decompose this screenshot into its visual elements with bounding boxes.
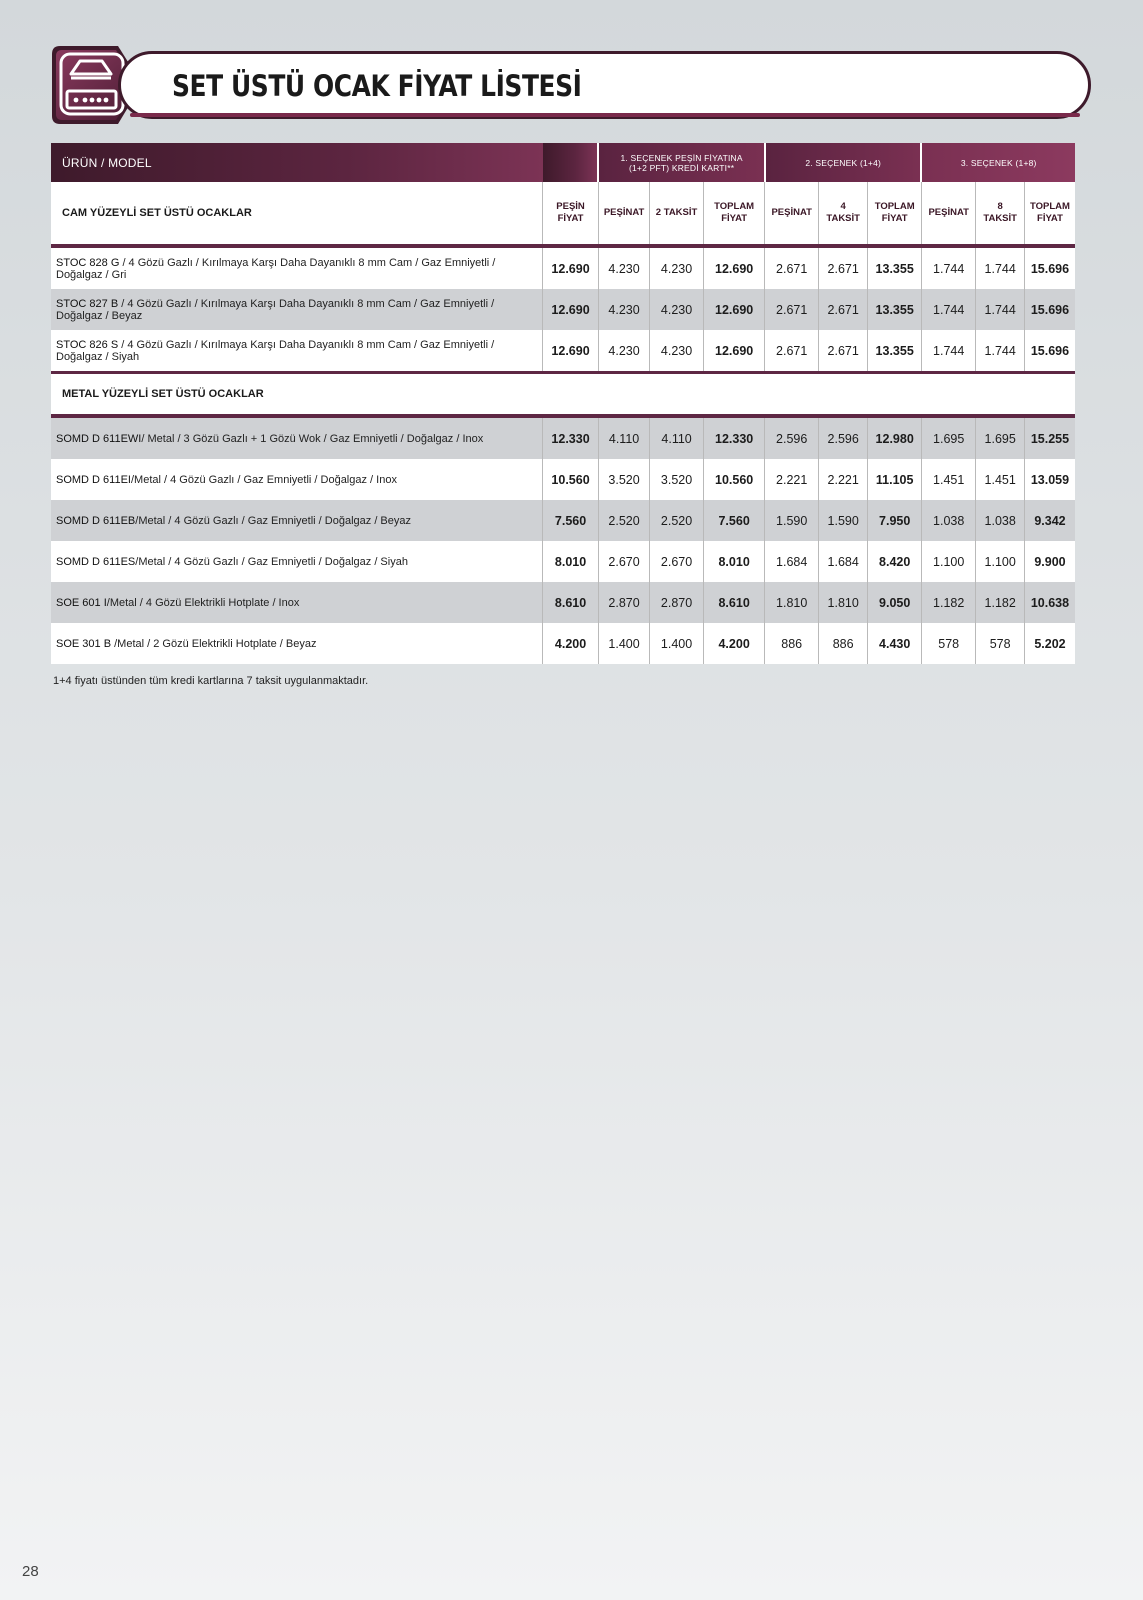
- section-title-row: [51, 373, 1075, 415]
- model-code: STOC 826 S: [56, 338, 119, 351]
- price-g3-pesinat: 1.695: [921, 418, 976, 459]
- price-g2-pesinat: 1.810: [765, 582, 819, 623]
- price-g1-taksit: 4.230: [650, 330, 704, 373]
- header-option-1-line-1: 1. SEÇENEK PEŞİN FİYATINA: [620, 152, 743, 163]
- model-cell: [51, 500, 543, 541]
- col-g3-toplam: [1024, 182, 1075, 244]
- price-g2-taksit: 1.810: [818, 582, 867, 623]
- col-g2-toplam-line-1: TOPLAM: [874, 201, 915, 212]
- table-row: [51, 248, 1075, 289]
- price-g1-taksit: 4.110: [650, 418, 704, 459]
- col-g3-taksit-line-2: TAKSİT: [983, 213, 1017, 224]
- price-g2-taksit: 886: [818, 623, 867, 664]
- price-g3-taksit: 1.100: [976, 541, 1024, 582]
- price-pesin: 12.690: [543, 289, 599, 330]
- model-code: SOE 601 I: [56, 596, 107, 609]
- header-option-1: [598, 143, 765, 182]
- table-row: [51, 623, 1075, 664]
- price-g1-pesinat: 4.230: [598, 248, 650, 289]
- price-g1-pesinat: 4.230: [598, 330, 650, 373]
- price-g2-pesinat: 1.590: [765, 500, 819, 541]
- price-g1-taksit: 2.520: [650, 500, 704, 541]
- price-pesin: 12.690: [543, 248, 599, 289]
- model-cell: [51, 289, 543, 330]
- price-g1-toplam: 12.330: [703, 418, 765, 459]
- price-g1-taksit: 1.400: [650, 623, 704, 664]
- price-g3-toplam: 5.202: [1024, 623, 1075, 664]
- footnote: 1+4 fiyatı üstünden tüm kredi kartlarına 7 taksit uygulanmaktadır.: [53, 675, 369, 687]
- model-cell: [51, 623, 543, 664]
- col-g2-toplam-line-2: FİYAT: [881, 213, 908, 224]
- price-g2-toplam: 11.105: [868, 459, 922, 500]
- price-g3-toplam: 10.638: [1024, 582, 1075, 623]
- model-code: SOMD D 611EB: [56, 514, 136, 527]
- model-desc: / 4 Gözü Gazlı / Kırılmaya Karşı Daha Dayanıklı 8 mm Cam / Gaz Emniyetli / Doğalgaz / Beyaz: [56, 297, 495, 322]
- price-g2-pesinat: 2.596: [765, 418, 819, 459]
- model-cell: [51, 418, 543, 459]
- price-g3-pesinat: 1.451: [921, 459, 976, 500]
- model-cell: [51, 459, 543, 500]
- price-g2-taksit: 1.590: [818, 500, 867, 541]
- col-g3-pesinat: PEŞİNAT: [921, 182, 976, 244]
- model-cell: [51, 541, 543, 582]
- price-g2-toplam: 13.355: [868, 248, 922, 289]
- col-g3-toplam-line-1: TOPLAM: [1029, 201, 1070, 212]
- col-pesin-fiyat: PEŞİN FİYAT: [543, 182, 599, 244]
- price-g2-taksit: 2.671: [818, 330, 867, 373]
- price-g2-pesinat: 886: [765, 623, 819, 664]
- price-g3-pesinat: 1.744: [921, 248, 976, 289]
- col-g1-pesinat: PEŞİNAT: [598, 182, 650, 244]
- table-header-row: [51, 143, 1075, 182]
- price-g1-toplam: 12.690: [703, 248, 765, 289]
- price-g1-toplam: 4.200: [703, 623, 765, 664]
- table-row: [51, 330, 1075, 373]
- model-code: SOMD D 611ES: [56, 555, 136, 568]
- price-g1-pesinat: 3.520: [598, 459, 650, 500]
- price-g3-toplam: 15.696: [1024, 248, 1075, 289]
- model-cell: [51, 582, 543, 623]
- price-g3-taksit: 1.744: [976, 330, 1024, 373]
- model-desc: / 4 Gözü Gazlı / Kırılmaya Karşı Daha Dayanıklı 8 mm Cam / Gaz Emniyetli / Doğalgaz / Siyah: [56, 338, 495, 363]
- price-pesin: 7.560: [543, 500, 599, 541]
- price-g3-taksit: 1.744: [976, 289, 1024, 330]
- col-g3-toplam-line-2: FİYAT: [1037, 213, 1063, 224]
- model-code: SOMD D 611EWI: [56, 432, 142, 445]
- price-g2-toplam: 13.355: [868, 330, 922, 373]
- price-g1-toplam: 8.010: [703, 541, 765, 582]
- price-g3-taksit: 578: [976, 623, 1024, 664]
- col-g1-toplam-line-1: TOPLAM: [714, 201, 755, 212]
- model-desc: / 4 Gözü Gazlı / Kırılmaya Karşı Daha Dayanıklı 8 mm Cam / Gaz Emniyetli / Doğalgaz / Gri: [56, 256, 496, 281]
- col-g2-taksit-line-1: 4: [840, 201, 846, 212]
- price-g1-taksit: 4.230: [650, 248, 704, 289]
- model-code: SOMD D 611EI: [56, 473, 131, 486]
- header-model: ÜRÜN / MODEL: [51, 143, 543, 182]
- section-title-glass: CAM YÜZEYLİ SET ÜSTÜ OCAKLAR: [51, 182, 543, 244]
- section-title-metal: METAL YÜZEYLİ SET ÜSTÜ OCAKLAR: [51, 373, 1075, 415]
- price-g3-toplam: 15.696: [1024, 330, 1075, 373]
- col-g2-toplam: [868, 182, 922, 244]
- price-g3-pesinat: 1.744: [921, 289, 976, 330]
- col-g1-toplam-line-2: FİYAT: [721, 213, 748, 224]
- header-option-3: 3. SEÇENEK (1+8): [921, 143, 1075, 182]
- col-g2-taksit: [818, 182, 867, 244]
- model-desc: /Metal / 4 Gözü Gazlı / Gaz Emniyetli / Doğalgaz / Inox: [131, 473, 397, 486]
- price-g2-pesinat: 2.671: [765, 248, 819, 289]
- price-pesin: 4.200: [543, 623, 599, 664]
- price-g1-pesinat: 1.400: [598, 623, 650, 664]
- col-g1-taksit: 2 TAKSİT: [650, 182, 704, 244]
- header-option-1-line-2: (1+2 PFT) KREDİ KARTI**: [628, 162, 735, 173]
- price-g1-taksit: 4.230: [650, 289, 704, 330]
- price-g2-toplam: 4.430: [868, 623, 922, 664]
- price-g2-pesinat: 1.684: [765, 541, 819, 582]
- page-title: SET ÜSTÜ OCAK FİYAT LİSTESİ: [172, 69, 582, 103]
- price-pesin: 10.560: [543, 459, 599, 500]
- price-g1-pesinat: 2.870: [598, 582, 650, 623]
- col-g2-pesinat: PEŞİNAT: [765, 182, 819, 244]
- price-g3-pesinat: 1.038: [921, 500, 976, 541]
- price-g3-pesinat: 578: [921, 623, 976, 664]
- model-cell: [51, 248, 543, 289]
- price-g3-toplam: 9.900: [1024, 541, 1075, 582]
- price-g1-pesinat: 2.520: [598, 500, 650, 541]
- price-g2-toplam: 7.950: [868, 500, 922, 541]
- price-g2-pesinat: 2.221: [765, 459, 819, 500]
- price-g2-taksit: 2.671: [818, 289, 867, 330]
- price-g3-toplam: 15.696: [1024, 289, 1075, 330]
- price-table: [51, 143, 1075, 664]
- banner-underline: [130, 113, 1080, 117]
- price-pesin: 12.330: [543, 418, 599, 459]
- col-g3-taksit: [976, 182, 1024, 244]
- model-desc: /Metal / 2 Gözü Elektrikli Hotplate / Beyaz: [111, 637, 317, 650]
- price-g1-taksit: 2.870: [650, 582, 704, 623]
- price-g2-toplam: 9.050: [868, 582, 922, 623]
- price-g3-pesinat: 1.744: [921, 330, 976, 373]
- model-code: STOC 828 G: [56, 256, 120, 269]
- price-g1-taksit: 3.520: [650, 459, 704, 500]
- table-row: [51, 418, 1075, 459]
- table-row: [51, 289, 1075, 330]
- price-g2-toplam: 12.980: [868, 418, 922, 459]
- price-g1-toplam: 8.610: [703, 582, 765, 623]
- price-pesin: 12.690: [543, 330, 599, 373]
- price-g3-taksit: 1.744: [976, 248, 1024, 289]
- header-blank: [543, 143, 599, 182]
- price-g1-toplam: 10.560: [703, 459, 765, 500]
- price-g1-pesinat: 4.110: [598, 418, 650, 459]
- model-desc: /Metal / 4 Gözü Elektrikli Hotplate / Inox: [106, 596, 300, 609]
- col-g3-taksit-line-1: 8: [997, 201, 1003, 212]
- model-code: SOE 301 B: [56, 637, 112, 650]
- price-g1-pesinat: 4.230: [598, 289, 650, 330]
- price-g3-toplam: 15.255: [1024, 418, 1075, 459]
- price-g1-pesinat: 2.670: [598, 541, 650, 582]
- price-g1-toplam: 7.560: [703, 500, 765, 541]
- price-g2-taksit: 2.596: [818, 418, 867, 459]
- price-g1-toplam: 12.690: [703, 330, 765, 373]
- header-option-2: 2. SEÇENEK (1+4): [765, 143, 922, 182]
- price-g1-toplam: 12.690: [703, 289, 765, 330]
- price-g3-taksit: 1.038: [976, 500, 1024, 541]
- price-g3-taksit: 1.182: [976, 582, 1024, 623]
- price-g3-toplam: 9.342: [1024, 500, 1075, 541]
- price-g1-taksit: 2.670: [650, 541, 704, 582]
- table-row: [51, 582, 1075, 623]
- model-cell: [51, 330, 543, 373]
- price-pesin: 8.010: [543, 541, 599, 582]
- price-g2-pesinat: 2.671: [765, 330, 819, 373]
- model-desc: /Metal / 4 Gözü Gazlı / Gaz Emniyetli / Doğalgaz / Siyah: [135, 555, 408, 568]
- model-desc: / Metal / 3 Gözü Gazlı + 1 Gözü Wok / Gaz Emniyetli / Doğalgaz / Inox: [141, 432, 484, 445]
- model-code: STOC 827 B: [56, 297, 119, 310]
- price-pesin: 8.610: [543, 582, 599, 623]
- price-g2-taksit: 1.684: [818, 541, 867, 582]
- table-row: [51, 459, 1075, 500]
- price-g3-pesinat: 1.182: [921, 582, 976, 623]
- price-g3-toplam: 13.059: [1024, 459, 1075, 500]
- price-g2-toplam: 8.420: [868, 541, 922, 582]
- price-g3-pesinat: 1.100: [921, 541, 976, 582]
- model-desc: /Metal / 4 Gözü Gazlı / Gaz Emniyetli / Doğalgaz / Beyaz: [135, 514, 412, 527]
- column-header-row: [51, 182, 1075, 244]
- table-row: [51, 541, 1075, 582]
- col-g1-toplam: [703, 182, 765, 244]
- price-g2-pesinat: 2.671: [765, 289, 819, 330]
- price-g3-taksit: 1.451: [976, 459, 1024, 500]
- table-row: [51, 500, 1075, 541]
- price-g3-taksit: 1.695: [976, 418, 1024, 459]
- page-number: 28: [22, 1563, 39, 1580]
- col-g2-taksit-line-2: TAKSİT: [826, 213, 860, 224]
- price-g2-taksit: 2.221: [818, 459, 867, 500]
- price-g2-taksit: 2.671: [818, 248, 867, 289]
- price-g2-toplam: 13.355: [868, 289, 922, 330]
